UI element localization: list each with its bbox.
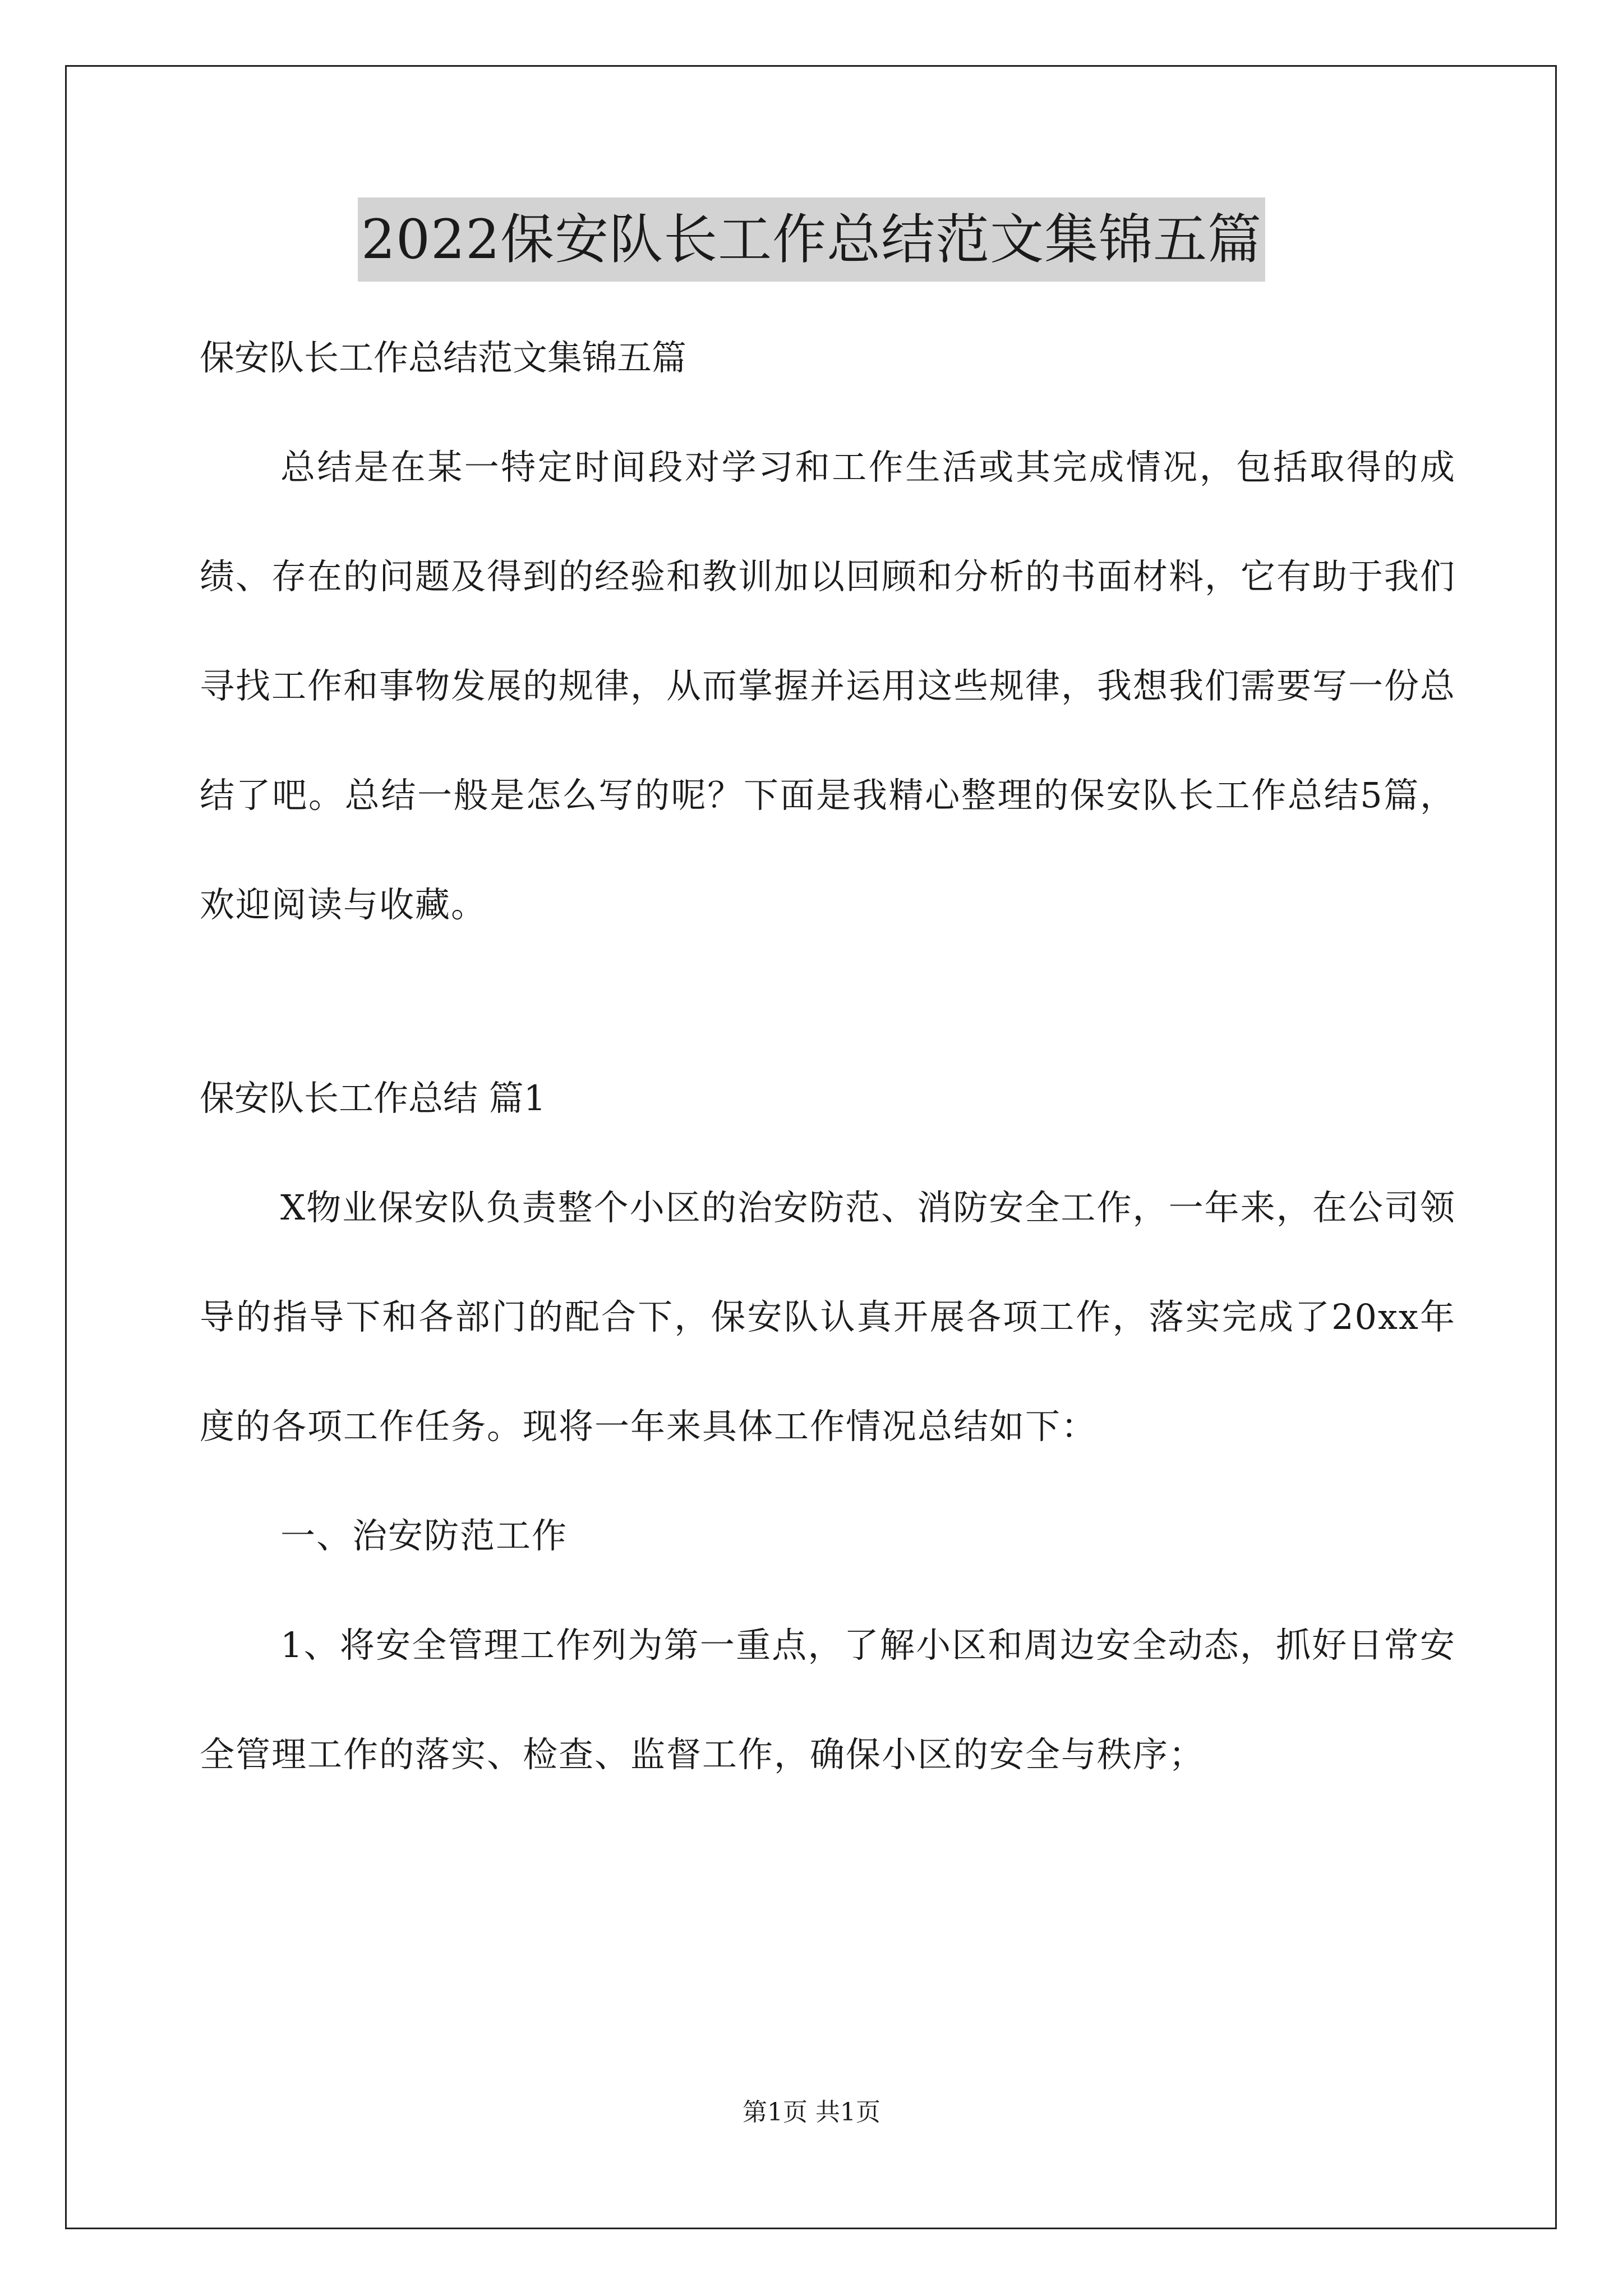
body-paragraph: X物业保安队负责整个小区的治安防范、消防安全工作，一年来，在公司领导的指导下和各部门的配合下，保安队认真开展各项工作，落实完成了20xx年度的各项工作任务。现将一年来具体工作情况总结如下： [200,1187,1456,1447]
document-title [0,197,1623,282]
document-subtitle: 保安队长工作总结范文集锦五篇 [200,337,687,378]
subheading: 一、治安防范工作 [280,1515,568,1556]
section-gap [200,959,1456,1043]
intro-paragraph: 总结是在某一特定时间段对学习和工作生活或其完成情况，包括取得的成绩、存在的问题及得到的经验和教训加以回顾和分析的书面材料，它有助于我们寻找工作和事物发展的规律，从而掌握并运用这些规律，我想我们需要写一份总结了吧。总结一般是怎么写的呢？下面是我精心整理的保安队长工作总结5篇，欢迎阅读与收藏。 [200,447,1456,925]
list-item: 1、将安全管理工作列为第一重点，了解小区和周边安全动态，抓好日常安全管理工作的落实、检查、监督工作，确保小区的安全与秩序； [200,1625,1456,1775]
page-footer: 第1页 共1页 [743,2098,880,2127]
document-body [200,303,1456,1809]
document-title-text: 2022保安队长工作总结范文集锦五篇 [358,197,1265,282]
section-heading: 保安队长工作总结 篇1 [200,1078,546,1119]
